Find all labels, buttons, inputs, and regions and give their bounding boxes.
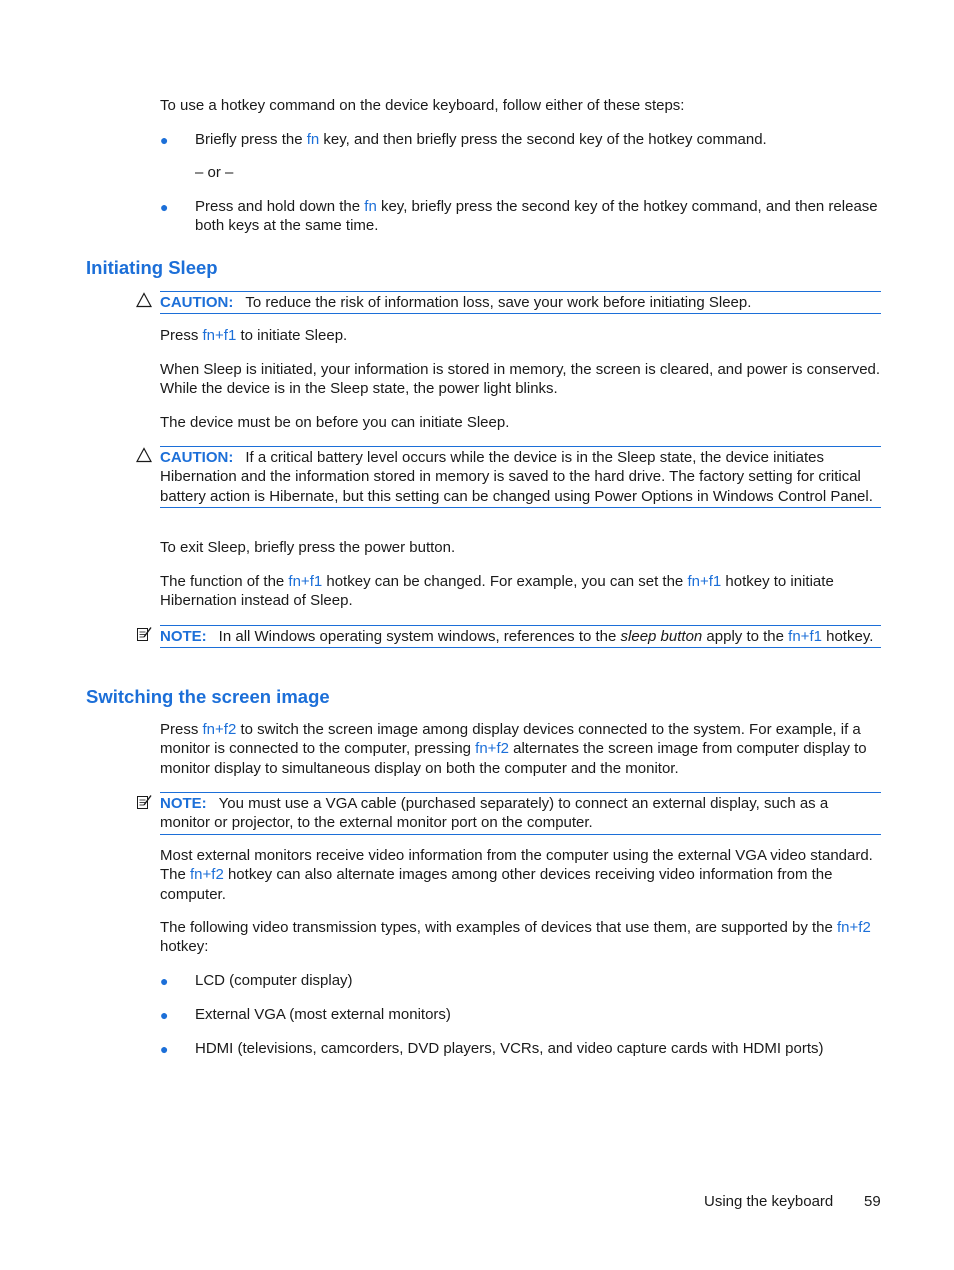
list-item: HDMI (televisions, camcorders, DVD players, VCRs, and video capture cards with HDMI ports) bbox=[195, 1040, 824, 1057]
note-label: NOTE: bbox=[160, 628, 207, 645]
caution-text: To reduce the risk of information loss, save your work before initiating Sleep. bbox=[245, 294, 752, 311]
list-item: LCD (computer display) bbox=[195, 972, 353, 989]
hotkey: fn+f2 bbox=[202, 721, 237, 738]
note-icon bbox=[136, 794, 152, 810]
hotkey: fn+f2 bbox=[837, 919, 871, 936]
caution-label: CAUTION: bbox=[160, 294, 234, 311]
note-label: NOTE: bbox=[160, 795, 207, 812]
sleep-paragraph-4: The function of the fn+f1 hotkey can be changed. For example, you can set the fn+f1 hotkey to initiate Hibernation instead of Sleep. bbox=[160, 573, 834, 610]
bullet-icon: ● bbox=[160, 132, 169, 148]
screen-paragraph-2: Most external monitors receive video information from the computer using the external VGA video standard. The fn+f2 hotkey can also alternate images among other devices receiving video information from the computer. bbox=[160, 847, 873, 903]
caution-text: If a critical battery level occurs while the device is in the Sleep state, the device initiates Hibernation and the information stored in memory is saved to the hard drive. The factory setting for critical battery action is Hibernate, but this setting can be changed using Power Options in Windows Control Panel. bbox=[160, 449, 873, 505]
page-number: 59 bbox=[864, 1193, 881, 1210]
bullet-icon: ● bbox=[160, 1041, 169, 1057]
step-2: Press and hold down the fn key, briefly press the second key of the hotkey command, and then release both keys at the same time. bbox=[195, 198, 878, 235]
hotkey: fn+f1 bbox=[687, 573, 722, 590]
caution-icon bbox=[136, 292, 152, 308]
section-heading-screen: Switching the screen image bbox=[86, 686, 330, 707]
step-1: Briefly press the fn key, and then briefly press the second key of the hotkey command. bbox=[195, 131, 767, 148]
hotkey: fn+f1 bbox=[202, 327, 237, 344]
sleep-paragraph-3: To exit Sleep, briefly press the power button. bbox=[160, 539, 456, 556]
hotkey: fn+f2 bbox=[475, 740, 509, 758]
fn-key: fn bbox=[306, 131, 320, 148]
bullet-icon: ● bbox=[160, 1007, 169, 1023]
bullet-icon: ● bbox=[160, 973, 169, 989]
caution-icon bbox=[136, 447, 152, 463]
hotkey: fn+f2 bbox=[190, 866, 224, 884]
sleep-paragraph-1: When Sleep is initiated, your information is stored in memory, the screen is cleared, and power is conserved. While the device is in the Sleep state, the power light blinks. bbox=[160, 361, 881, 398]
caution-box bbox=[160, 291, 881, 314]
bullet-icon: ● bbox=[160, 199, 169, 215]
section-heading-sleep: Initiating Sleep bbox=[86, 257, 218, 278]
footer-section-title: Using the keyboard bbox=[704, 1193, 834, 1210]
intro-text: To use a hotkey command on the device keyboard, follow either of these steps: bbox=[160, 97, 685, 114]
or-separator: – or – bbox=[195, 164, 234, 181]
screen-paragraph-3: The following video transmission types, with examples of devices that use them, are supported by the fn+f2 hotkey: bbox=[160, 919, 871, 956]
list-item: External VGA (most external monitors) bbox=[195, 1006, 451, 1023]
note-box: NOTE: In all Windows operating system windows, references to the sleep button apply to the fn+f1 hotkey. bbox=[160, 625, 881, 648]
note-text: You must use a VGA cable (purchased separately) to connect an external display, such as a monitor or projector, to the external monitor port on the computer. bbox=[160, 795, 829, 832]
screen-paragraph-1: Press fn+f2 to switch the screen image among display devices connected to the system. For example, if a monitor is connected to the computer, pressing fn+f2 alternates the screen image from computer display to monitor display to simultaneous display on both the computer and the monitor. bbox=[160, 721, 867, 777]
note-box bbox=[160, 792, 881, 835]
note-icon bbox=[136, 626, 152, 642]
hotkey: fn+f1 bbox=[788, 628, 822, 645]
sleep-paragraph-2: The device must be on before you can initiate Sleep. bbox=[160, 414, 510, 431]
hotkey: fn+f1 bbox=[288, 573, 323, 590]
caution-label: CAUTION: bbox=[160, 449, 234, 466]
fn-key: fn bbox=[364, 198, 377, 215]
sleep-button-term: sleep button bbox=[620, 628, 703, 645]
press-instruction: Press fn+f1 to initiate Sleep. bbox=[160, 327, 348, 344]
caution-box bbox=[160, 446, 881, 508]
